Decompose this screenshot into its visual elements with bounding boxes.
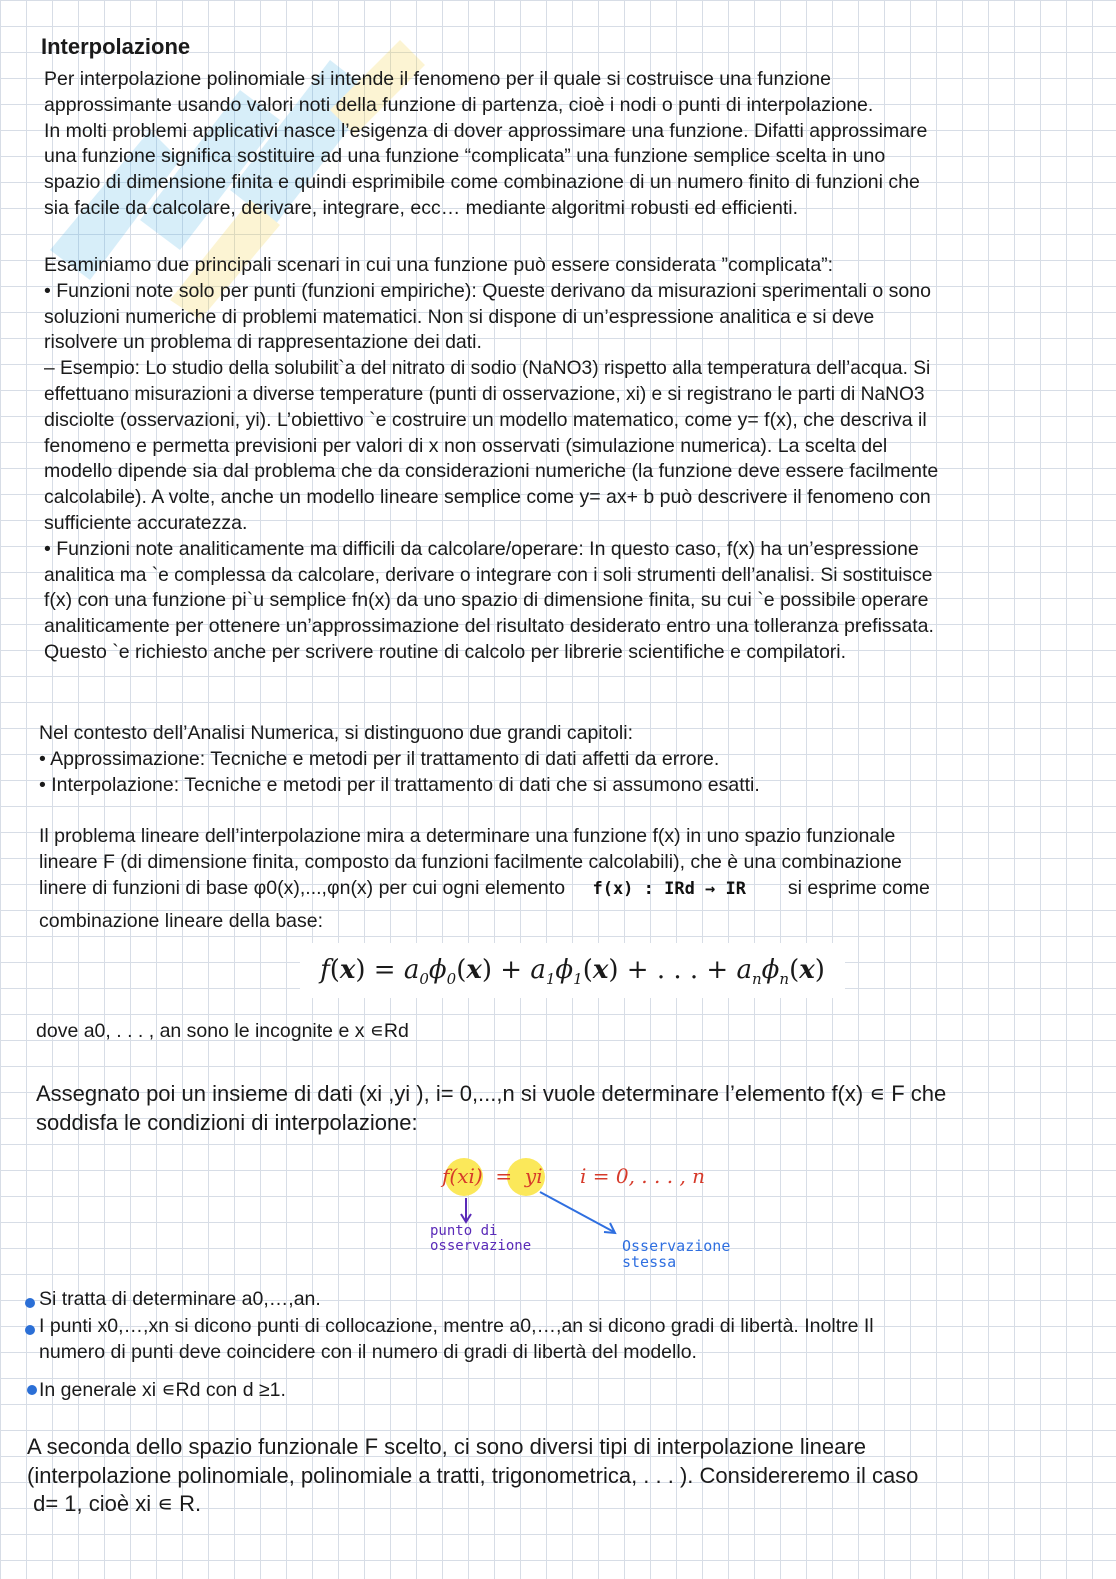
- text-line: analitica ma `e complessa da calcolare, derivare o integrare con i soli strumenti dell’analisi. Si sostituisce: [44, 564, 933, 586]
- text-line: In generale xi ∊Rd con d ≥1.: [39, 1379, 286, 1401]
- text-line: lineare F (di dimensione finita, composto da funzioni facilmente calcolabili), che è una combinazione: [39, 850, 902, 873]
- text-line: I punti x0,…,xn si dicono punti di collocazione, mentre a0,…,an si dicono gradi di libertà. Inoltre Il: [39, 1315, 874, 1337]
- text-line: modello dipende sia dal problema che da considerazioni numeriche (la funzione deve essere facilmente: [44, 460, 939, 483]
- assigned-paragraph: [36, 1080, 946, 1137]
- where-line: dove a0, . . . , an sono le incognite e x ∊Rd: [36, 1020, 409, 1042]
- text-line: fenomeno e permetta previsioni per valori di x non osservati (simulazione numerica). La scelta del: [44, 434, 888, 457]
- context-paragraph: [39, 721, 760, 798]
- text-line: soluzioni numeriche di problemi matematici. Non si dispone di un’espressione analitica e si deve: [44, 305, 875, 328]
- text-line: [39, 876, 930, 903]
- basis-formula: $f(x) = a_0\phi_0(x) + a_1\phi_1(x)$ + . . . + $a_n\phi_n(x)$: [300, 943, 845, 998]
- text-line: spazio di dimensione finita e quindi esprimibile come combinazione di un numero finito di funzioni che: [44, 171, 920, 194]
- text-line: • Interpolazione: Tecniche e metodi per il trattamento di dati che si assumono esatti.: [39, 773, 760, 796]
- page-title: Interpolazione: [41, 34, 191, 59]
- text-line: calcolabile). A volte, anche un modello lineare semplice come y= ax+ b può descrivere il fenomeno con: [44, 486, 931, 509]
- text-line: Assegnato poi un insieme di dati (xi ,yi ), i= 0,...,n si vuole determinare l’elemento f(x) ∊ F che: [36, 1081, 947, 1106]
- text-line: effettuano misurazioni a diverse temperature (punti di osservazione, xi) e si registrano le parti di NaNO3: [44, 383, 925, 405]
- text-line: disciolte (osservazioni, yi). L’obiettivo `e costruire un modello matematico, come y= f(x), che descriva il: [44, 408, 927, 431]
- text-line: Per interpolazione polinomiale si intende il fenomeno per il quale si costruisce una funzione: [44, 68, 831, 90]
- intro-paragraph: [44, 67, 927, 222]
- closing-paragraph: [27, 1433, 918, 1519]
- combination-line: combinazione lineare della base:: [39, 910, 324, 932]
- bullet-item: [39, 1314, 874, 1366]
- scenarios-paragraph: [44, 253, 938, 666]
- text-line: Nel contesto dell’Analisi Numerica, si distinguono due grandi capitoli:: [39, 722, 633, 744]
- note-point: punto di osservazione: [430, 1223, 532, 1254]
- text-line: sufficiente accuratezza.: [44, 511, 248, 534]
- text-line: soddisfa le condizioni di interpolazione:: [36, 1109, 418, 1135]
- text-line: A seconda dello spazio funzionale F scelto, ci sono diversi tipi di interpolazione lineare: [27, 1434, 866, 1459]
- equals-sign: =: [489, 1164, 519, 1188]
- text-line: In molti problemi applicativi nasce l’esigenza di dover approssimare una funzione. Difatti approssimare: [44, 119, 928, 142]
- condition-range: i = 0, . . . , n: [580, 1164, 706, 1188]
- text-line: Esaminiamo due principali scenari in cui una funzione può essere considerata ”complicata”:: [44, 254, 834, 276]
- text-segment: linere di funzioni di base φ0(x),...,φn(x) per cui ogni elemento: [39, 876, 566, 899]
- text-line: – Esempio: Lo studio della solubilit`a del nitrato di sodio (NaNO3) rispetto alla temperatura dell’acqua. Si: [44, 358, 931, 380]
- text-line: sia facile da calcolare, derivare, integrare, ecc… mediante algoritmi robusti ed efficienti.: [44, 196, 799, 219]
- bullet-icon: [25, 1325, 35, 1335]
- text-line: numero di punti deve coincidere con il numero di gradi di libertà del modello.: [39, 1340, 697, 1363]
- condition-formula: [442, 1164, 543, 1188]
- text-line: • Funzioni note analiticamente ma difficili da calcolare/operare: In questo caso, f(x) ha un’espressione: [44, 537, 919, 560]
- handwritten-map: f(x) : IRd → IR: [592, 878, 746, 899]
- bullet-icon: [27, 1385, 37, 1395]
- bullet-item: [39, 1378, 286, 1404]
- note-observation: Osservazione stessa: [622, 1237, 731, 1271]
- bullet-item: [39, 1287, 321, 1313]
- condition-lhs: f(xi): [442, 1164, 483, 1188]
- text-line: (interpolazione polinomiale, polinomiale a tratti, trigonometrica, . . . ). Considereremo il caso: [27, 1462, 919, 1488]
- text-line: Questo `e richiesto anche per scrivere routine di calcolo per librerie scientifiche e compilatori.: [44, 640, 847, 663]
- text-line: analiticamente per ottenere un’approssimazione del risultato desiderato entro una tolleranza prefissata.: [44, 615, 934, 638]
- text-line: una funzione significa sostituire ad una funzione “complicata” una funzione semplice scelta in uno: [44, 145, 886, 168]
- text-line: Il problema lineare dell’interpolazione mira a determinare una funzione f(x) in uno spazio funzionale: [39, 825, 896, 847]
- text-line: f(x) con una funzione pi`u semplice fn(x) da uno spazio di dimensione finita, su cui `e possibile operare: [44, 589, 929, 612]
- text-line: Si tratta di determinare a0,…,an.: [39, 1288, 321, 1310]
- text-line: approssimante usando valori noti della funzione di partenza, cioè i nodi o punti di interpolazione.: [44, 93, 874, 116]
- text-line: • Approssimazione: Tecniche e metodi per il trattamento di dati affetti da errore.: [39, 747, 720, 770]
- text-line: • Funzioni note solo per punti (funzioni empiriche): Queste derivano da misurazioni sperimentali o sono: [44, 279, 931, 302]
- linear-problem-paragraph: [39, 824, 930, 902]
- interpolation-condition: [428, 1158, 768, 1278]
- text-line: risolvere un problema di rappresentazione dei dati.: [44, 331, 482, 354]
- bullet-icon: [25, 1298, 35, 1308]
- condition-rhs: yi: [524, 1164, 543, 1188]
- text-segment: si esprime come: [787, 876, 930, 899]
- text-line: d= 1, cioè xi ∊ R.: [27, 1491, 202, 1516]
